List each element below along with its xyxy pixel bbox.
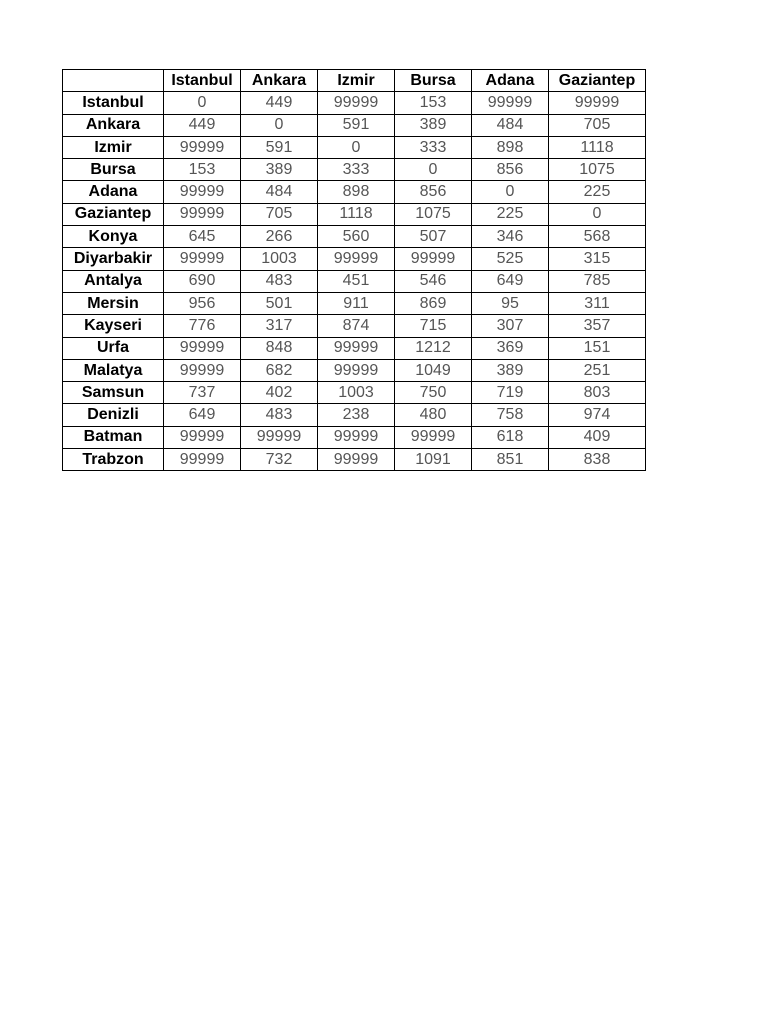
table-row [63, 449, 646, 471]
row-header: Diyarbakir [63, 248, 164, 270]
table-cell: 99999 [164, 136, 241, 158]
table-cell: 484 [241, 181, 318, 203]
table-cell: 501 [241, 292, 318, 314]
table-cell: 99999 [164, 359, 241, 381]
table-cell: 1091 [395, 449, 472, 471]
table-cell: 315 [549, 248, 646, 270]
table-cell: 803 [549, 382, 646, 404]
table-cell: 402 [241, 382, 318, 404]
table-cell: 0 [318, 136, 395, 158]
table-cell: 483 [241, 270, 318, 292]
row-header: Istanbul [63, 92, 164, 114]
row-header: Batman [63, 426, 164, 448]
table-cell: 333 [318, 159, 395, 181]
table-cell: 153 [395, 92, 472, 114]
table-cell: 974 [549, 404, 646, 426]
table-cell: 1118 [549, 136, 646, 158]
table-cell: 546 [395, 270, 472, 292]
table-cell: 389 [241, 159, 318, 181]
table-cell: 856 [395, 181, 472, 203]
table-cell: 750 [395, 382, 472, 404]
table-row [63, 315, 646, 337]
table-cell: 715 [395, 315, 472, 337]
table-cell: 99999 [472, 92, 549, 114]
table-cell: 99999 [164, 337, 241, 359]
table-cell: 0 [241, 114, 318, 136]
table-cell: 0 [549, 203, 646, 225]
corner-cell [63, 70, 164, 92]
table-cell: 838 [549, 449, 646, 471]
table-cell: 568 [549, 226, 646, 248]
column-header: Gaziantep [549, 70, 646, 92]
table-cell: 1003 [241, 248, 318, 270]
table-cell: 99999 [318, 92, 395, 114]
table-cell: 560 [318, 226, 395, 248]
row-header: Malatya [63, 359, 164, 381]
table-cell: 732 [241, 449, 318, 471]
table-cell: 307 [472, 315, 549, 337]
table-cell: 451 [318, 270, 395, 292]
table-cell: 705 [549, 114, 646, 136]
row-header: Kayseri [63, 315, 164, 337]
table-row [63, 292, 646, 314]
table-cell: 251 [549, 359, 646, 381]
table-cell: 591 [318, 114, 395, 136]
table-row [63, 181, 646, 203]
table-cell: 389 [472, 359, 549, 381]
table-cell: 99999 [318, 359, 395, 381]
table-cell: 848 [241, 337, 318, 359]
table-row [63, 159, 646, 181]
table-cell: 898 [318, 181, 395, 203]
table-cell: 649 [164, 404, 241, 426]
table-row [63, 226, 646, 248]
table-cell: 409 [549, 426, 646, 448]
table-cell: 758 [472, 404, 549, 426]
table-cell: 484 [472, 114, 549, 136]
table-cell: 99999 [164, 203, 241, 225]
table-cell: 99999 [549, 92, 646, 114]
table-cell: 238 [318, 404, 395, 426]
table-row [63, 248, 646, 270]
table-row [63, 136, 646, 158]
row-header: Denizli [63, 404, 164, 426]
table-cell: 719 [472, 382, 549, 404]
table-cell: 649 [472, 270, 549, 292]
row-header: Adana [63, 181, 164, 203]
table-body [63, 92, 646, 471]
table-cell: 99999 [164, 426, 241, 448]
table-cell: 151 [549, 337, 646, 359]
table-cell: 690 [164, 270, 241, 292]
table-cell: 99999 [164, 181, 241, 203]
table-row [63, 114, 646, 136]
table-cell: 369 [472, 337, 549, 359]
table-cell: 1049 [395, 359, 472, 381]
table-cell: 311 [549, 292, 646, 314]
row-header: Urfa [63, 337, 164, 359]
column-header: Ankara [241, 70, 318, 92]
table-cell: 785 [549, 270, 646, 292]
table-cell: 266 [241, 226, 318, 248]
table-cell: 682 [241, 359, 318, 381]
table-row [63, 426, 646, 448]
table-cell: 99999 [395, 248, 472, 270]
table-cell: 99999 [164, 449, 241, 471]
table-cell: 0 [472, 181, 549, 203]
table-cell: 869 [395, 292, 472, 314]
table-cell: 898 [472, 136, 549, 158]
table-cell: 389 [395, 114, 472, 136]
table-cell: 99999 [241, 426, 318, 448]
table-cell: 618 [472, 426, 549, 448]
table-cell: 225 [472, 203, 549, 225]
row-header: Mersin [63, 292, 164, 314]
column-header: Bursa [395, 70, 472, 92]
column-header: Adana [472, 70, 549, 92]
table-cell: 0 [395, 159, 472, 181]
row-header: Antalya [63, 270, 164, 292]
table-row [63, 203, 646, 225]
column-header: Istanbul [164, 70, 241, 92]
table-cell: 153 [164, 159, 241, 181]
table-cell: 225 [549, 181, 646, 203]
row-header: Ankara [63, 114, 164, 136]
table-row [63, 270, 646, 292]
table-cell: 333 [395, 136, 472, 158]
table-cell: 346 [472, 226, 549, 248]
table-cell: 99999 [318, 337, 395, 359]
table-cell: 449 [164, 114, 241, 136]
column-header: Izmir [318, 70, 395, 92]
table-cell: 1212 [395, 337, 472, 359]
table-cell: 95 [472, 292, 549, 314]
row-header: Trabzon [63, 449, 164, 471]
table-cell: 525 [472, 248, 549, 270]
table-cell: 357 [549, 315, 646, 337]
table-cell: 1075 [549, 159, 646, 181]
row-header: Bursa [63, 159, 164, 181]
table-cell: 851 [472, 449, 549, 471]
table-cell: 1003 [318, 382, 395, 404]
distance-table [62, 69, 646, 471]
table-cell: 99999 [318, 426, 395, 448]
table-row [63, 92, 646, 114]
row-header: Gaziantep [63, 203, 164, 225]
table-row [63, 359, 646, 381]
table-cell: 705 [241, 203, 318, 225]
row-header: Izmir [63, 136, 164, 158]
table-cell: 911 [318, 292, 395, 314]
table-cell: 1118 [318, 203, 395, 225]
table-cell: 776 [164, 315, 241, 337]
header-row [63, 70, 646, 92]
table-cell: 99999 [164, 248, 241, 270]
table-cell: 483 [241, 404, 318, 426]
table-cell: 99999 [318, 248, 395, 270]
table-cell: 645 [164, 226, 241, 248]
table-cell: 591 [241, 136, 318, 158]
row-header: Konya [63, 226, 164, 248]
table-cell: 874 [318, 315, 395, 337]
table-cell: 99999 [318, 449, 395, 471]
table-cell: 480 [395, 404, 472, 426]
table-cell: 317 [241, 315, 318, 337]
table-cell: 449 [241, 92, 318, 114]
table-header [63, 70, 646, 92]
table-row [63, 337, 646, 359]
table-cell: 956 [164, 292, 241, 314]
table-row [63, 404, 646, 426]
table-row [63, 382, 646, 404]
table-cell: 0 [164, 92, 241, 114]
table-cell: 737 [164, 382, 241, 404]
table-cell: 1075 [395, 203, 472, 225]
table-cell: 856 [472, 159, 549, 181]
row-header: Samsun [63, 382, 164, 404]
table-cell: 99999 [395, 426, 472, 448]
table-cell: 507 [395, 226, 472, 248]
